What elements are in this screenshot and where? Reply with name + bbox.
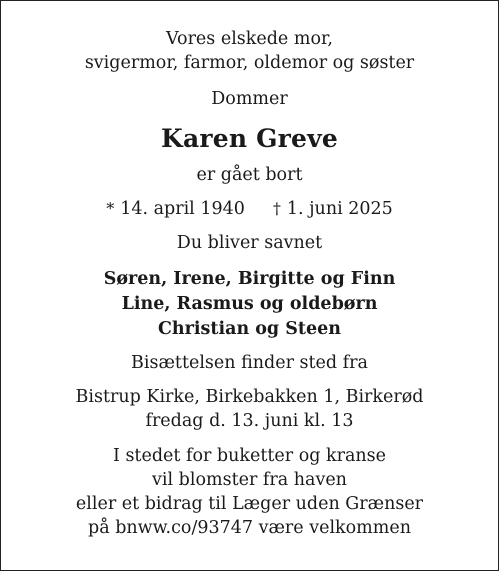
survivors-line: Christian og Steen xyxy=(158,319,341,339)
service-time: fredag d. 13. juni kl. 13 xyxy=(145,411,354,431)
intro-line: Vores elskede mor, xyxy=(166,29,333,49)
death-date-group xyxy=(273,198,393,220)
deceased-name: Karen Greve xyxy=(161,124,338,153)
birth-date: 14. april 1940 xyxy=(120,199,245,219)
death-date: 1. juni 2025 xyxy=(286,199,393,219)
service-location: Bistrup Kirke, Birkebakken 1, Birkerød xyxy=(75,387,424,407)
memorial-line: vil blomster fra haven xyxy=(152,470,347,490)
life-dates xyxy=(1,198,498,220)
memorial-line: eller et bidrag til Læger uden Grænser xyxy=(75,494,424,514)
survivors-line: Line, Rasmus og oldebørn xyxy=(121,294,378,314)
death-cross-icon: † xyxy=(272,199,281,218)
passing-statement: er gået bort xyxy=(196,165,303,185)
memorial-line: på bnww.co/93747 være velkommen xyxy=(88,518,411,538)
deceased-title: Dommer xyxy=(211,89,288,109)
birth-date-group xyxy=(106,198,245,220)
intro-line: svigermor, farmor, oldemor og søster xyxy=(84,53,415,73)
birth-star-icon: * xyxy=(106,199,115,218)
missed-statement: Du bliver savnet xyxy=(176,233,323,253)
memorial-line: I stedet for buketter og kranse xyxy=(112,446,387,466)
survivors-line: Søren, Irene, Birgitte og Finn xyxy=(103,269,396,289)
service-intro: Bisættelsen finder sted fra xyxy=(131,353,368,373)
